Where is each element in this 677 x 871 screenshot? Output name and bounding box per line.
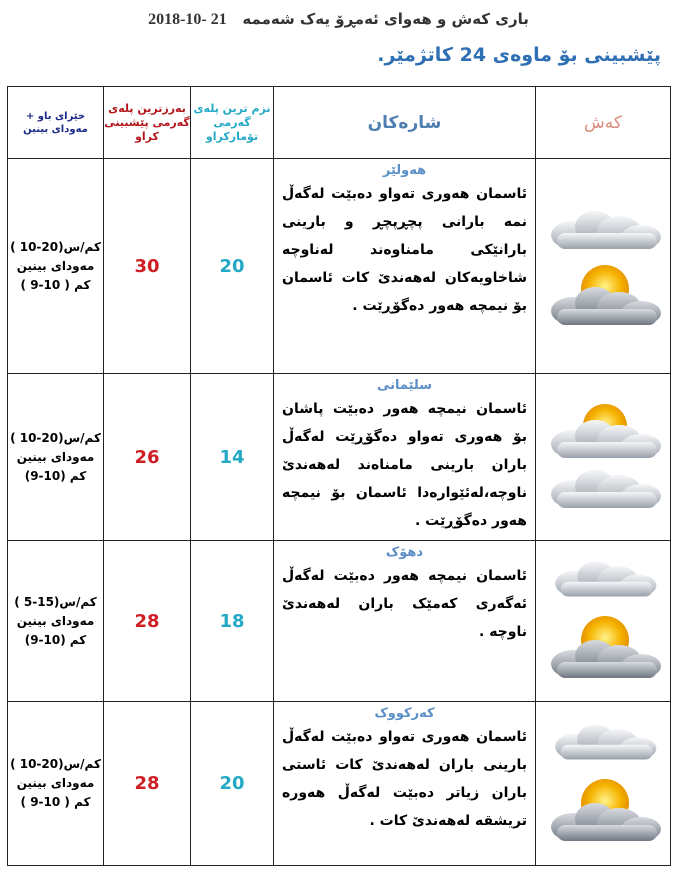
wind-speed: ( 10-20)کم/س: [10, 430, 101, 445]
city-name: هەولێر: [382, 163, 427, 178]
visibility-label: مەودای بینین: [16, 776, 95, 790]
visibility-label: مەودای بینین: [16, 449, 95, 464]
wind-speed: ( 10-20)کم/س: [10, 757, 101, 771]
visibility-label: مەودای بینین: [16, 613, 95, 628]
cloud-icon: [543, 719, 663, 765]
report-title-text: باری کەش و هەوای ئەمڕۆ یەک شەممە: [242, 10, 529, 28]
table-row: [8, 541, 671, 702]
cloud-icon: [543, 464, 663, 514]
wind-visibility-cell: [8, 374, 104, 541]
forecast-subtitle: پێشبینی بۆ ماوەی 24 کاتژمێر.: [377, 44, 661, 66]
cloud-icon: [543, 556, 663, 602]
weather-icons: [536, 541, 671, 702]
header-min-temp: نزم ترین پلەی گەرمی تۆمارکراو: [191, 87, 274, 159]
sun-behind-cloud-icon: [541, 259, 665, 327]
city-forecast: [274, 374, 536, 541]
report-title: [0, 4, 677, 34]
table-row: [8, 702, 671, 866]
wind-visibility-cell: [8, 159, 104, 374]
forecast-text: ئاسمان هەوری تەواو دەبێت لەگەڵ نمە بارانی پچڕپچڕ و بارینی بارانێکی مامناوەند لەناوچە شاخاویەکان لەهەندێ کات ئاسمان بۆ نیمچە هەور دەگۆڕێت .: [282, 186, 527, 314]
table-row: [8, 374, 671, 541]
header-max-temp: بەرزترین پلەی گەرمی پێشبینی کراو: [104, 87, 191, 159]
weather-icons: [536, 374, 671, 541]
forecast-text: ئاسمان نیمچە هەور دەبێت لەگەڵ ئەگەری کەمێک باران لەهەندێ ناوچە .: [282, 568, 527, 640]
visibility-value: ( 9-10 ) کم: [20, 795, 91, 809]
city-name: کەرکووک: [374, 706, 435, 721]
weather-icons: [536, 159, 671, 374]
header-wind-visibility: خێرای باو + مەودای بینین: [8, 87, 104, 159]
max-temp: 26: [104, 374, 191, 541]
min-temp: 18: [191, 541, 274, 702]
sun-behind-cloud-icon: [541, 769, 665, 849]
min-temp: 14: [191, 374, 274, 541]
max-temp: 28: [104, 702, 191, 866]
min-temp: 20: [191, 702, 274, 866]
max-temp: 30: [104, 159, 191, 374]
sun-behind-cloud-icon: [541, 400, 665, 460]
city-name: سلێمانی: [376, 378, 433, 393]
visibility-value: (9-10) کم: [24, 632, 87, 647]
city-name: دهۆک: [385, 545, 424, 560]
visibility-value: ( 9-10 ) کم: [20, 277, 91, 292]
max-temp: 28: [104, 541, 191, 702]
wind-visibility-cell: [8, 541, 104, 702]
visibility-label: مەودای بینین: [16, 258, 95, 273]
weather-icons: [536, 702, 671, 866]
city-forecast: [274, 702, 536, 866]
header-cities: شارەکان: [274, 87, 536, 159]
cloud-icon: [543, 205, 663, 255]
forecast-text: ئاسمان هەوری تەواو دەبێت لەگەڵ بارینی باران لەهەندێ کات ئاستی باران زیاتر دەبێت لەگەڵ هەورە تریشقە لەهەندێ کات .: [282, 729, 527, 829]
visibility-value: (9-10) کم: [24, 468, 87, 483]
table-header-row: [8, 87, 671, 159]
weather-table: [7, 86, 671, 866]
report-date: 21 -10-2018: [148, 11, 227, 28]
wind-speed: ( 5-15)کم/س: [14, 594, 97, 609]
header-weather: کەش: [536, 87, 671, 159]
min-temp: 20: [191, 159, 274, 374]
table-row: [8, 159, 671, 374]
forecast-text: ئاسمان نیمچە هەور دەبێت پاشان بۆ هەوری تەواو دەگۆڕێت لەگەڵ باران بارینی مامناەند لەهەندێ ناوچە،لەئێوارەدا ئاسمان بۆ نیمچە هەور دەگۆڕێت .: [282, 401, 527, 529]
wind-speed: ( 10-20)کم/س: [10, 239, 101, 254]
city-forecast: [274, 159, 536, 374]
sun-behind-cloud-icon: [541, 606, 665, 686]
wind-visibility-cell: [8, 702, 104, 866]
city-forecast: [274, 541, 536, 702]
